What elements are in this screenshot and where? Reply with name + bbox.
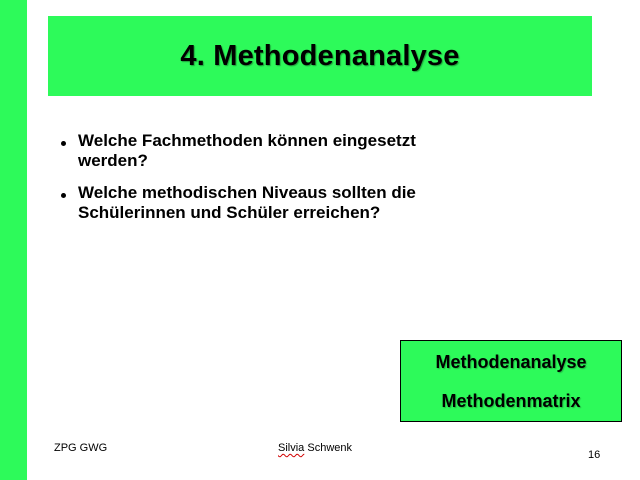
bullet-dot-icon (61, 141, 66, 146)
footer-author (278, 442, 352, 454)
bullet-text: Welche methodischen Niveaus sollten die Schülerinnen und Schüler erreichen? (78, 183, 416, 222)
navigation-box (400, 340, 622, 422)
methodenmatrix-link[interactable]: Methodenmatrix (441, 390, 581, 411)
author-first-name: Silvia (278, 442, 305, 454)
bullet-dot-icon (61, 193, 66, 198)
slide-title: 4. Methodenanalyse (180, 39, 460, 72)
footer-organization: ZPG GWG (54, 442, 108, 454)
left-accent-bar (0, 0, 27, 480)
methodenanalyse-link[interactable]: Methodenanalyse (435, 351, 587, 372)
title-banner (48, 16, 592, 96)
bullet-item (60, 183, 480, 223)
slide-number: 16 (588, 449, 601, 461)
author-last-name: Schwenk (307, 442, 352, 454)
bullet-item (60, 131, 480, 171)
bullet-text: Welche Fachmethoden können eingesetzt werden? (78, 131, 416, 170)
bullet-list (60, 131, 480, 235)
